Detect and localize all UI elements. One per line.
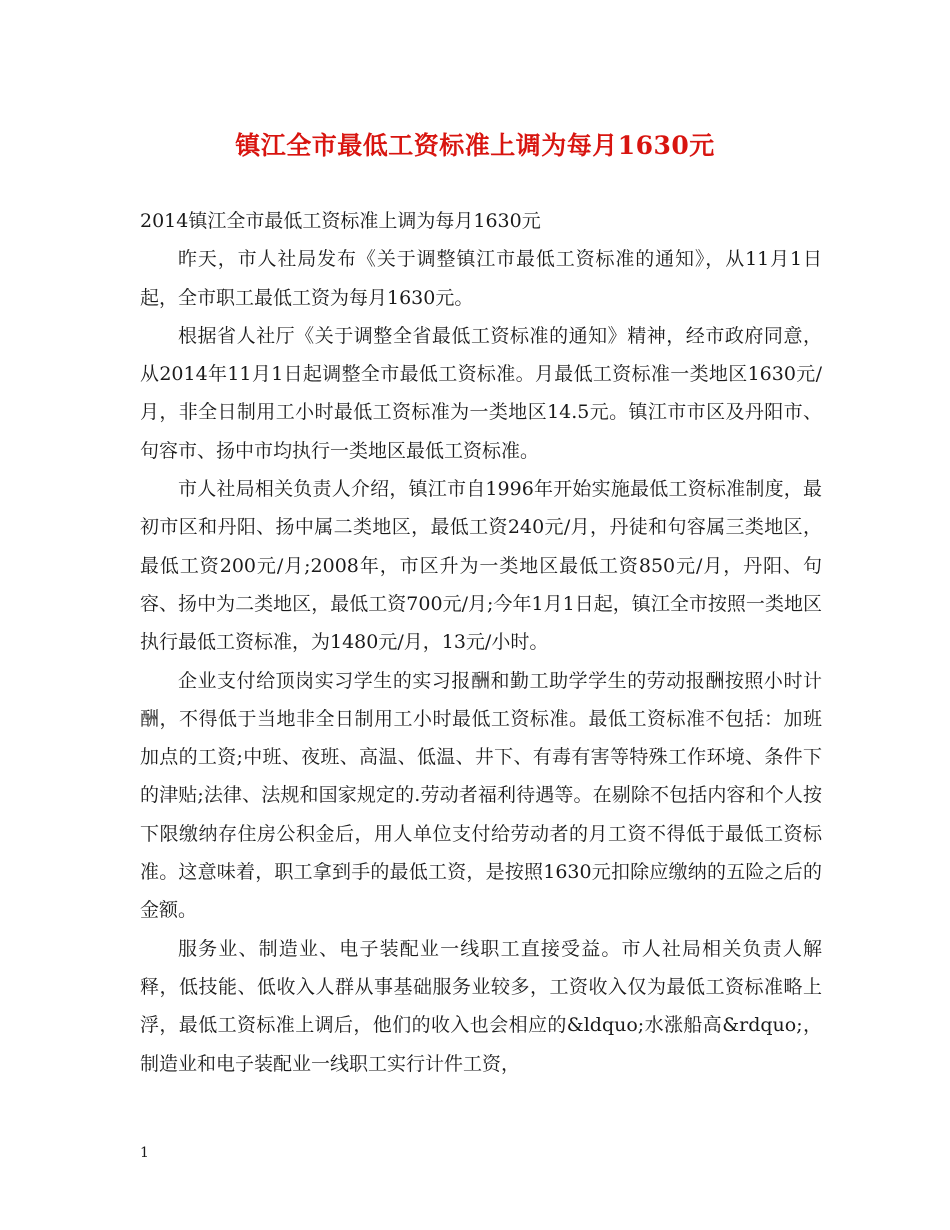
document-body [140,202,822,1083]
paragraph-3: 市人社局相关负责人介绍，镇江市自1996年开始实施最低工资标准制度，最初市区和丹阳、扬中属二类地区，最低工资240元/月，丹徒和句容属三类地区，最低工资200元/月;2008年，市区升为一类地区最低工资850元/月，丹阳、句容、扬中为二类地区，最低工资700元/月;今年1月1日起，镇江全市按照一类地区执行最低工资标准，为1480元/月，13元/小时。 [140,478,822,654]
paragraph-2: 根据省人社厅《关于调整全省最低工资标准的通知》精神，经市政府同意，从2014年11月1日起调整全市最低工资标准。月最低工资标准一类地区1630元/月，非全日制用工小时最低工资标准为一类地区14.5元。镇江市市区及丹阳市、句容市、扬中市均执行一类地区最低工资标准。 [140,324,822,462]
paragraph-4: 企业支付给顶岗实习学生的实习报酬和勤工助学学生的劳动报酬按照小时计酬，不得低于当地非全日制用工小时最低工资标准。最低工资标准不包括：加班加点的工资;中班、夜班、高温、低温、井下、有毒有害等特殊工作环境、条件下的津贴;法律、法规和国家规定的.劳动者福利待遇等。在剔除不包括内容和个人按下限缴纳存住房公积金后，用人单位支付给劳动者的月工资不得低于最低工资标准。这意味着，职工拿到手的最低工资，是按照1630元扣除应缴纳的五险之后的金额。 [140,669,822,922]
page-number: 1 [140,1145,149,1161]
document-title: 镇江全市最低工资标准上调为每月1630元 [235,131,715,160]
subtitle-line: 2014镇江全市最低工资标准上调为每月1630元 [140,210,541,232]
paragraph-1: 昨天，市人社局发布《关于调整镇江市最低工资标准的通知》，从11月1日起，全市职工最低工资为每月1630元。 [140,248,822,309]
paragraph-5: 服务业、制造业、电子装配业一线职工直接受益。市人社局相关负责人解释，低技能、低收入人群从事基础服务业较多，工资收入仅为最低工资标准略上浮，最低工资标准上调后，他们的收入也会相应的&ldquo;水涨船高&rdquo;，制造业和电子装配业一线职工实行计件工资， [140,937,822,1075]
